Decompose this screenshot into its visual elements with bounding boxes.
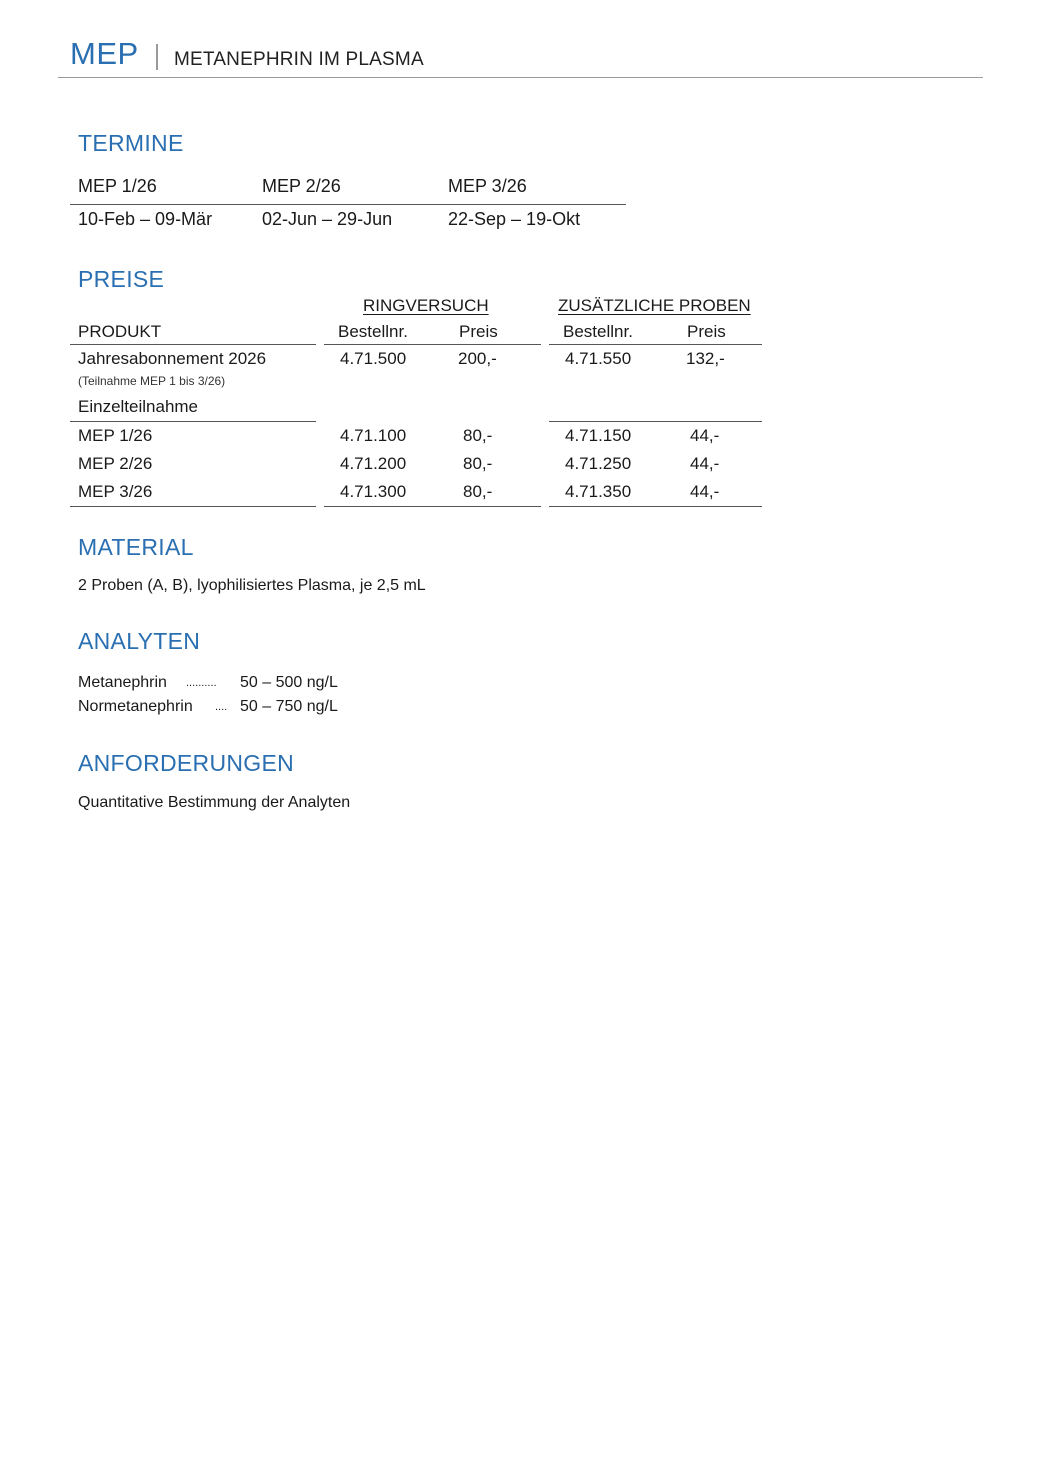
price-row-2-zus-preis: 44,- [690,454,720,473]
price-row-2-ring-nr: 4.71.200 [340,454,407,473]
header-rule [58,77,983,78]
preise-header-rule-3 [549,344,762,345]
col-ring-preis: Preis [459,322,498,341]
col-ring-bestellnr: Bestellnr. [338,322,408,341]
anforderungen-text: Quantitative Bestimmung der Analyten [78,794,351,811]
einzel-label: Einzelteilnahme [78,397,199,416]
header-separator [156,44,158,70]
price-row-3-name: MEP 3/26 [78,482,153,501]
analyt-1-range: 50 – 500 ng/L [240,674,338,691]
material-heading: MATERIAL [78,534,194,560]
einzel-rule-3 [549,421,762,422]
anforderungen-heading: ANFORDERUNGEN [78,750,295,776]
page-code: MEP [70,36,139,71]
analyt-2-name: Normetanephrin [78,698,193,715]
price-row-2-zus-nr: 4.71.250 [565,454,632,473]
abo-ring-preis: 200,- [458,349,497,368]
abo-note: (Teilnahme MEP 1 bis 3/26) [78,374,226,388]
preise-heading: PREISE [78,266,165,292]
price-row-1-ring-nr: 4.71.100 [340,426,407,445]
price-row-3-zus-preis: 44,- [690,482,720,501]
abo-zus-nr: 4.71.550 [565,349,632,368]
termine-dates-3: 22-Sep – 19-Okt [448,209,581,229]
price-row-2-name: MEP 2/26 [78,454,153,473]
price-row-1-name: MEP 1/26 [78,426,153,445]
price-row-1-zus-nr: 4.71.150 [565,426,632,445]
ringversuch-group-header: RINGVERSUCH [363,296,489,315]
termine-round-1: MEP 1/26 [78,176,157,196]
price-row-3-zus-nr: 4.71.350 [565,482,632,501]
einzel-rule-1 [70,421,316,422]
price-row-2-ring-preis: 80,- [463,454,493,473]
preise-bottom-rule-3 [549,506,762,507]
col-zus-preis: Preis [687,322,726,341]
col-produkt: PRODUKT [78,322,162,341]
price-row-3-ring-nr: 4.71.300 [340,482,407,501]
analyt-1-name: Metanephrin [78,674,167,691]
col-zus-bestellnr: Bestellnr. [563,322,633,341]
termine-heading: TERMINE [78,130,184,156]
price-row-3-ring-preis: 80,- [463,482,493,501]
abo-zus-preis: 132,- [686,349,725,368]
analyt-2-dots: .... [215,701,228,713]
price-row-1-ring-preis: 80,- [463,426,493,445]
abo-ring-nr: 4.71.500 [340,349,407,368]
price-row-1-zus-preis: 44,- [690,426,720,445]
preise-bottom-rule-1 [70,506,316,507]
preise-header-rule-2 [324,344,541,345]
preise-bottom-rule-2 [324,506,541,507]
preise-header-rule-1 [70,344,316,345]
analyten-heading: ANALYTEN [78,628,201,654]
termine-dates-1: 10-Feb – 09-Mär [78,209,213,229]
termine-dates-2: 02-Jun – 29-Jun [262,209,393,229]
abo-name: Jahresabonnement 2026 [78,349,267,368]
material-text: 2 Proben (A, B), lyophilisiertes Plasma, je 2,5 mL [78,577,426,594]
analyt-1-dots: .......... [186,677,217,689]
termine-round-2: MEP 2/26 [262,176,341,196]
analyt-2-range: 50 – 750 ng/L [240,698,338,715]
termine-round-3: MEP 3/26 [448,176,527,196]
termine-rule [70,204,626,205]
zusatz-group-header: ZUSÄTZLICHE PROBEN [558,296,751,315]
page-title: METANEPHRIN IM PLASMA [174,49,424,70]
